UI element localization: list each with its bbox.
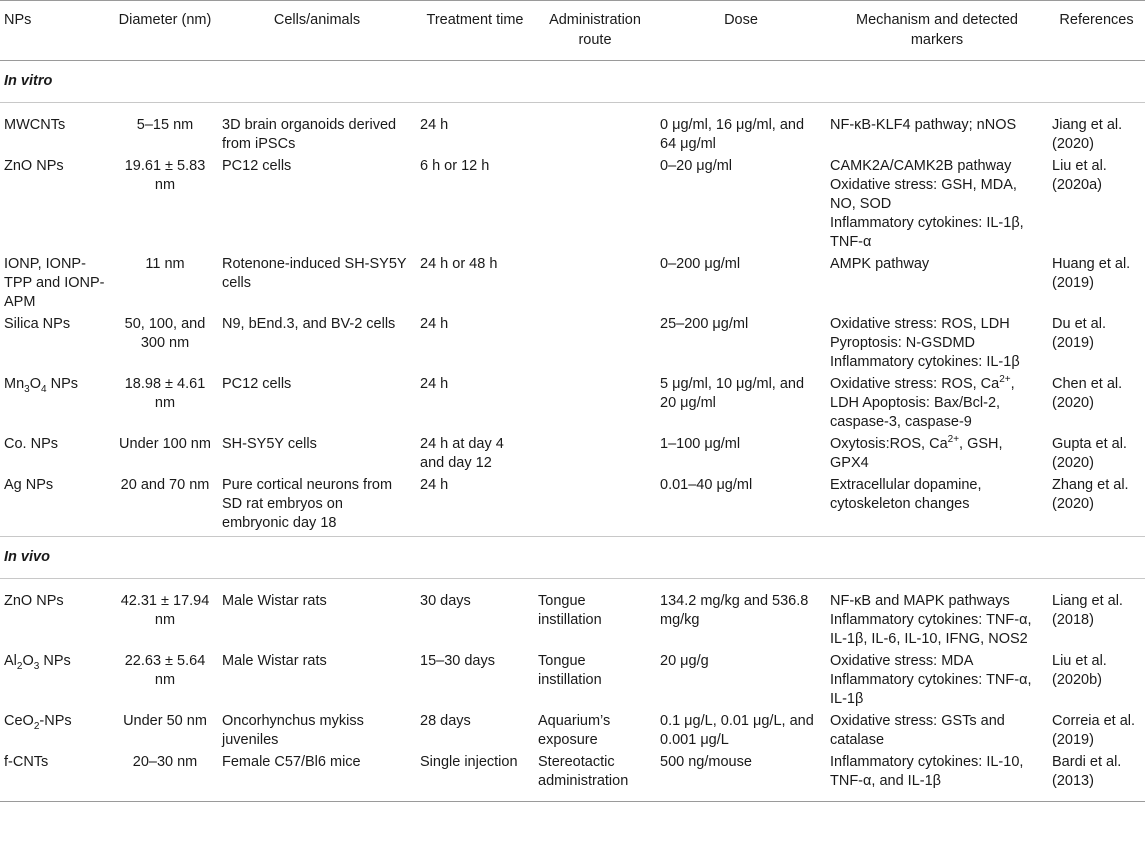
cell-diameter: Under 50 nm [123, 713, 207, 729]
cell-treatment: 24 h or 48 h [420, 256, 498, 272]
cell-references: Huang et al. (2019) [1052, 256, 1131, 291]
cell-diameter: 22.63 ± 5.64 nm [124, 653, 206, 688]
mechanism-line: NF-κB and MAPK pathways [830, 593, 1010, 609]
cell-route: Tongue instillation [538, 653, 602, 688]
cell-nps: Ag NPs [4, 477, 54, 493]
cell-nps: Co. NPs [4, 436, 58, 452]
cell-dose: 0.1 μg/L, 0.01 μg/L, and 0.001 μg/L [660, 713, 814, 748]
cell-dose: 0–20 μg/ml [660, 158, 733, 174]
cell-references: Jiang et al. (2020) [1052, 117, 1123, 152]
cell-diameter: 11 nm [145, 256, 185, 272]
cell-dose: 500 ng/mouse [656, 753, 826, 802]
cell-treatment: 6 h or 12 h [420, 158, 490, 174]
cell-references: Liu et al. (2020a) [1052, 158, 1107, 193]
cell-diameter: 20–30 nm [112, 753, 218, 802]
mechanism-line: NF-κB-KLF4 pathway; nNOS [830, 117, 1017, 133]
mechanism-line: Extracellular dopamine, cytoskeleton changes [830, 477, 982, 512]
cell-references: Bardi et al. (2013) [1048, 753, 1145, 802]
header-row [0, 1, 1145, 61]
cell-dose: 1–100 μg/ml [660, 436, 741, 452]
cell-cells: N9, bEnd.3, and BV-2 cells [222, 316, 396, 332]
cell-references: Du et al. (2019) [1052, 316, 1106, 351]
cell-mechanism [826, 476, 1048, 537]
mechanism-line: Inflammatory cytokines: IL-10, TNF-α, and IL-1β [830, 754, 1024, 789]
header-route: Administration route [534, 1, 656, 61]
cell-cells: Male Wistar rats [222, 593, 327, 609]
cell-treatment: 24 h [420, 477, 449, 493]
cell-dose: 25–200 μg/ml [660, 316, 749, 332]
mechanism-line: Pyroptosis: N-GSDMD [830, 335, 976, 351]
table-row [0, 652, 1145, 712]
cell-diameter: 42.31 ± 17.94 nm [120, 593, 210, 628]
cell-cells: Female C57/Bl6 mice [218, 753, 416, 802]
cell-route [534, 103, 656, 158]
table-row [0, 315, 1145, 375]
cell-mechanism [826, 652, 1048, 712]
cell-mechanism [826, 315, 1048, 375]
cell-nps: CeO$_2$-NPs [4, 713, 72, 732]
cell-references: Chen et al. (2020) [1052, 376, 1123, 411]
cell-nps: $Al_2O_3$ NPs [4, 653, 71, 672]
cell-route [534, 375, 656, 435]
cell-treatment: 24 h [420, 376, 449, 392]
cell-route [534, 255, 656, 315]
table-row [0, 476, 1145, 537]
cell-nps: $Mn_3O_4$ NPs [4, 376, 78, 395]
cell-cells: 3D brain organoids derived from iPSCs [222, 117, 397, 152]
cell-treatment: 15–30 days [420, 653, 495, 669]
cell-dose: 0 μg/ml, 16 μg/ml, and 64 μg/ml [660, 117, 805, 152]
cell-mechanism [826, 579, 1048, 653]
cell-route: Stereotactic administration [534, 753, 656, 802]
cell-cells: Oncorhynchus mykiss juveniles [222, 713, 364, 748]
cell-nps: ZnO NPs [4, 158, 64, 174]
cell-route: Tongue instillation [538, 593, 602, 628]
header-dose: Dose [656, 1, 826, 61]
cell-mechanism: Oxytosis:ROS, $Ca^{2+}$, GSH, GPX4 [830, 434, 1003, 471]
cell-route [534, 157, 656, 255]
cell-mechanism [826, 157, 1048, 255]
section-in-vivo [0, 537, 1145, 579]
cell-route [534, 476, 656, 537]
cell-diameter: 5–15 nm [136, 117, 194, 133]
mechanism-line: Oxidative stress: GSTs and catalase [830, 713, 1005, 748]
cell-route [534, 435, 656, 476]
cell-references: Liu et al. (2020b) [1052, 653, 1107, 688]
header-references: References [1048, 1, 1145, 61]
cell-route [534, 315, 656, 375]
table-row [0, 375, 1145, 435]
cell-mechanism [826, 103, 1048, 158]
cell-treatment: Single injection [416, 753, 534, 802]
cell-cells: PC12 cells [222, 158, 292, 174]
cell-dose: 0–200 μg/ml [660, 256, 741, 272]
cell-mechanism [826, 753, 1048, 802]
header-nps: NPs [0, 1, 112, 61]
table-row [0, 435, 1145, 476]
cell-nps: Silica NPs [4, 316, 71, 332]
mechanism-line: CAMK2A/CAMK2B pathway [830, 158, 1012, 174]
cell-nps: MWCNTs [4, 117, 66, 133]
cell-dose: 134.2 mg/kg and 536.8 mg/kg [660, 593, 809, 628]
cell-cells: Male Wistar rats [222, 653, 327, 669]
cell-dose: 0.01–40 μg/ml [660, 477, 753, 493]
cell-treatment: 24 h [420, 117, 449, 133]
mechanism-line: Inflammatory cytokines: IL-1β [830, 354, 1020, 370]
mechanism-line: Oxidative stress: ROS, LDH [830, 316, 1010, 332]
cell-dose: 5 μg/ml, 10 μg/ml, and 20 μg/ml [660, 376, 805, 411]
cell-dose: 20 μg/g [660, 653, 709, 669]
cell-route: Aquarium’s exposure [538, 713, 611, 748]
cell-cells: Pure cortical neurons from SD rat embryos on embryonic day 18 [222, 477, 393, 531]
table-row [0, 157, 1145, 255]
section-in-vitro [0, 61, 1145, 103]
cell-mechanism: Oxidative stress: ROS, $Ca^{2+}$, LDH Apoptosis: Bax/Bcl-2, caspase-3, caspase-9 [830, 374, 1015, 430]
cell-treatment: 24 h at day 4 and day 12 [420, 436, 504, 471]
cell-diameter: 18.98 ± 4.61 nm [124, 376, 206, 411]
cell-diameter: Under 100 nm [119, 436, 211, 452]
cell-cells: Rotenone-induced SH-SY5Y cells [222, 256, 407, 291]
header-mechanism: Mechanism and detected markers [826, 1, 1048, 61]
cell-diameter: 20 and 70 nm [120, 477, 210, 493]
mechanism-line: Inflammatory cytokines: TNF-α, IL-1β, IL-6, IL-10, IFNG, NOS2 [830, 612, 1032, 647]
mechanism-line: Oxidative stress: GSH, MDA, NO, SOD [830, 177, 1017, 212]
header-treatment: Treatment time [416, 1, 534, 61]
table-row [0, 579, 1145, 653]
cell-treatment: 24 h [420, 316, 449, 332]
table-row [0, 255, 1145, 315]
cell-nps: IONP, IONP-TPP and IONP-APM [4, 256, 105, 310]
cell-cells: SH-SY5Y cells [222, 436, 317, 452]
table-row [0, 712, 1145, 753]
section-title: In vitro [0, 61, 1145, 103]
cell-references: Zhang et al. (2020) [1052, 477, 1129, 512]
mechanism-line: Oxidative stress: MDA [830, 653, 974, 669]
section-title: In vivo [0, 537, 1145, 579]
cell-mechanism [826, 255, 1048, 315]
cell-treatment: 30 days [420, 593, 471, 609]
cell-references: Liang et al. (2018) [1052, 593, 1123, 628]
table-row [0, 753, 1145, 802]
cell-references: Gupta et al. (2020) [1052, 436, 1127, 471]
cell-mechanism [826, 712, 1048, 753]
header-diameter: Diameter (nm) [112, 1, 218, 61]
mechanism-line: Inflammatory cytokines: TNF-α, IL-1β [830, 672, 1032, 707]
cell-nps: ZnO NPs [4, 593, 64, 609]
cell-references: Correia et al. (2019) [1052, 713, 1136, 748]
mechanism-line: Inflammatory cytokines: IL-1β, TNF-α [830, 215, 1024, 250]
cell-diameter: 19.61 ± 5.83 nm [124, 158, 206, 193]
cell-treatment: 28 days [420, 713, 471, 729]
mechanism-line: AMPK pathway [830, 256, 930, 272]
header-cells: Cells/animals [218, 1, 416, 61]
cell-nps: f-CNTs [0, 753, 112, 802]
cell-cells: PC12 cells [222, 376, 292, 392]
cell-diameter: 50, 100, and 300 nm [124, 316, 206, 351]
table-row [0, 103, 1145, 158]
